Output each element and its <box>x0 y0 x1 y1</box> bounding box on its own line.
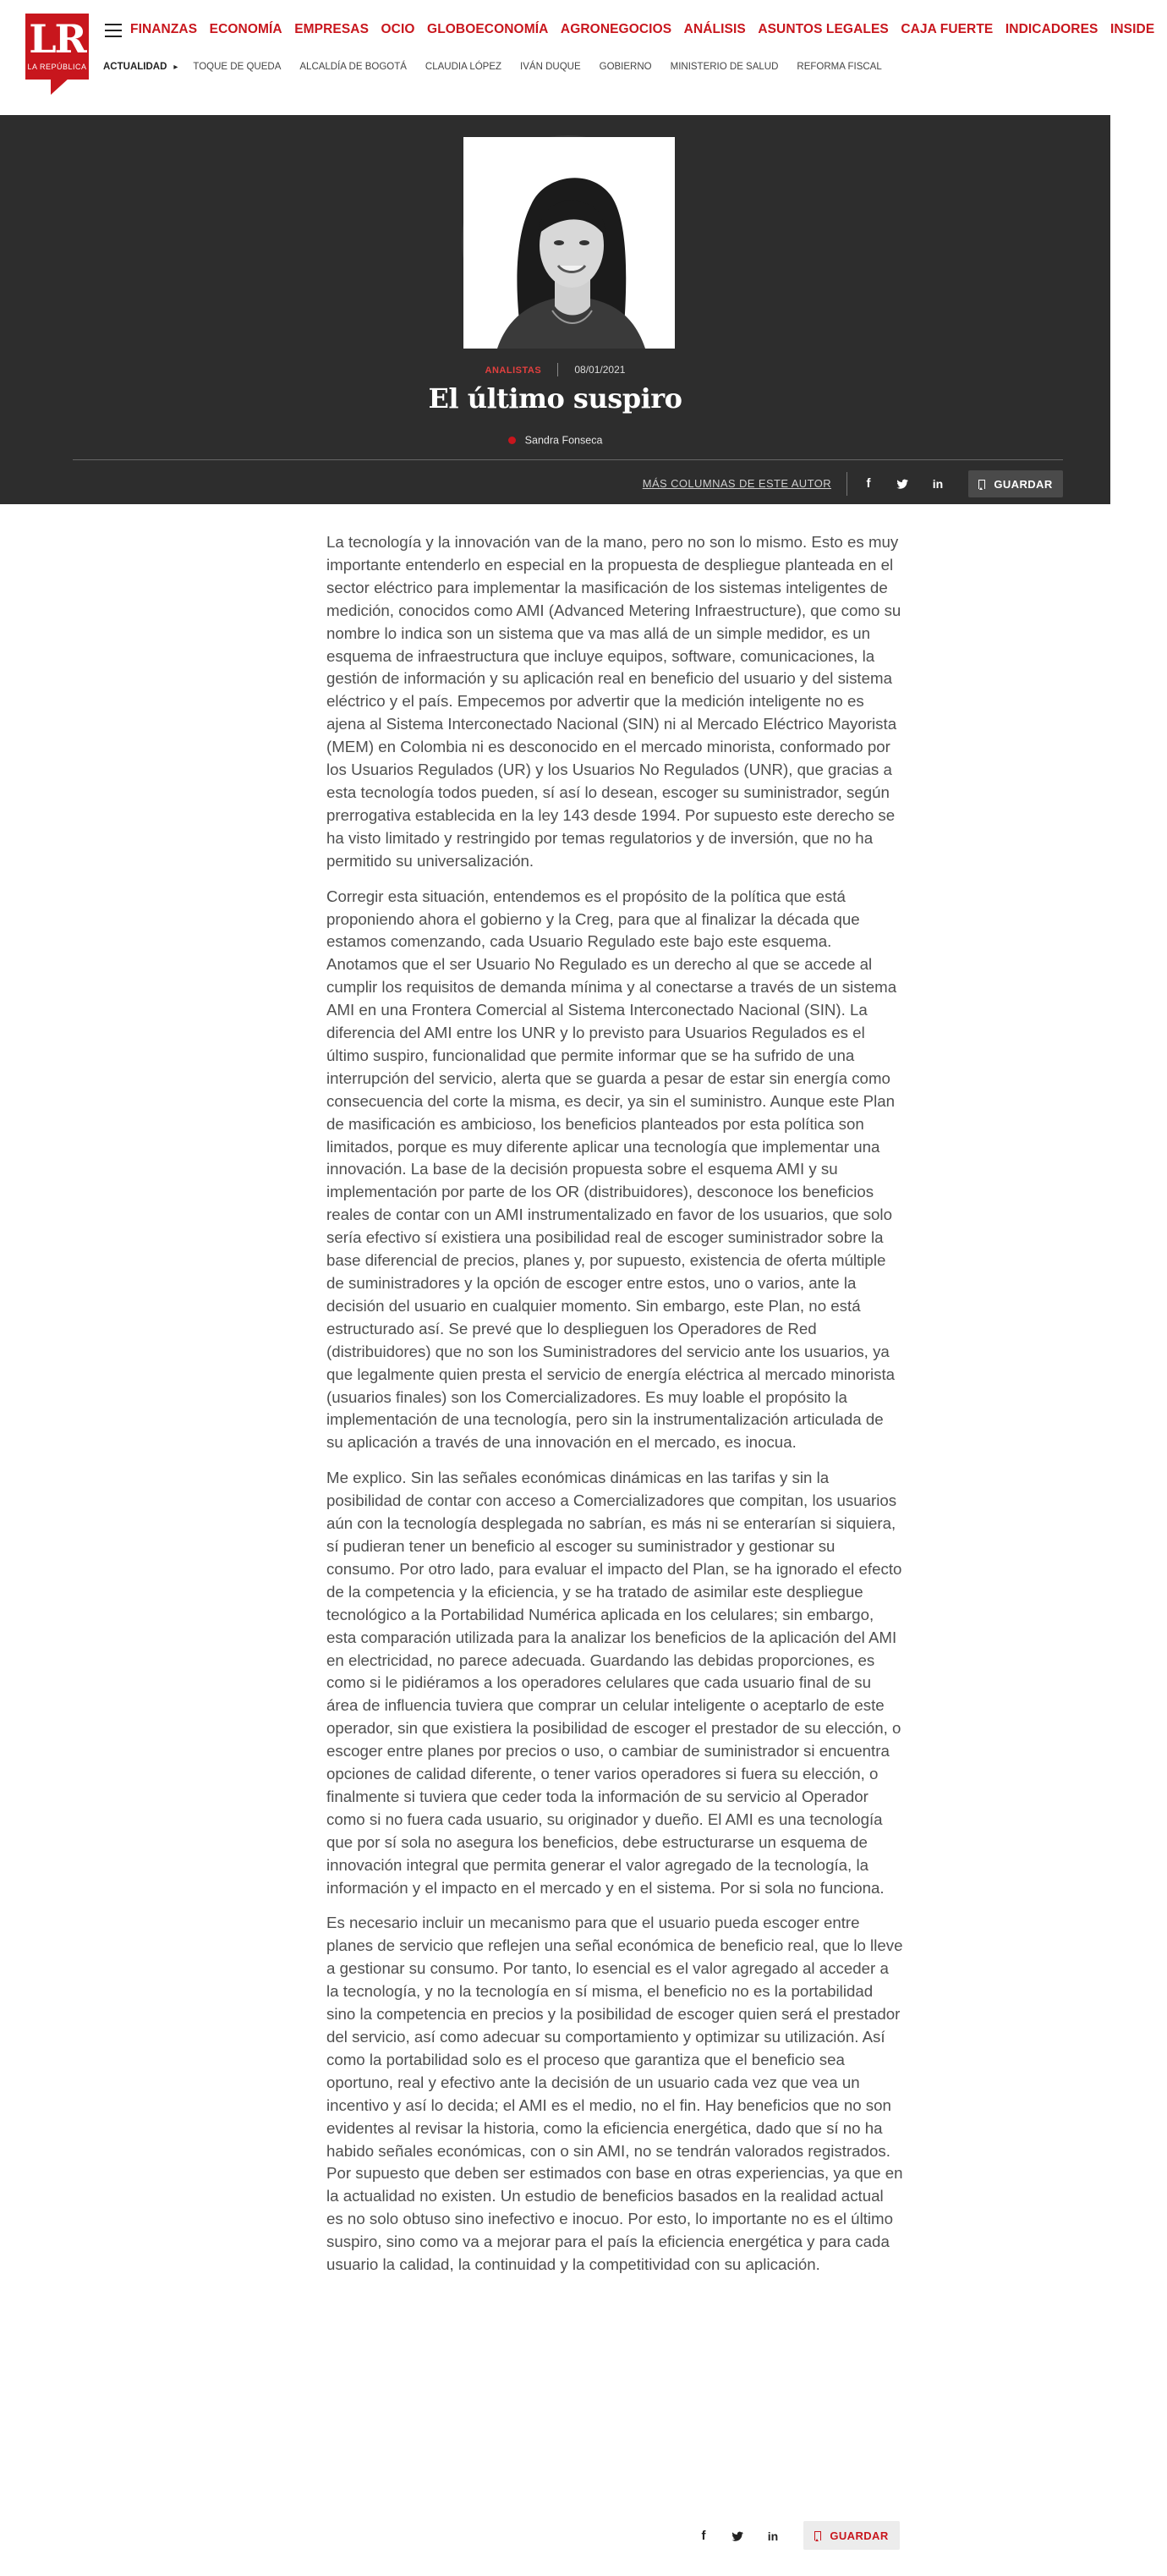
facebook-icon[interactable]: f <box>866 476 871 491</box>
nav-ocio[interactable]: OCIO <box>381 22 415 36</box>
sub-nav-item[interactable]: GOBIERNO <box>599 62 652 72</box>
sub-nav-label[interactable]: ACTUALIDAD <box>103 62 167 72</box>
nav-finanzas[interactable]: FINANZAS <box>130 22 198 36</box>
save-label: GUARDAR <box>994 477 1053 491</box>
save-button-top[interactable] <box>968 470 1063 497</box>
save-button-bottom[interactable] <box>803 2521 900 2550</box>
bookmark-icon <box>814 2531 821 2540</box>
main-nav <box>130 22 1167 37</box>
menu-icon[interactable] <box>105 24 122 37</box>
author-byline <box>0 431 1110 448</box>
category-label[interactable]: ANALISTAS <box>485 365 542 376</box>
twitter-icon[interactable] <box>892 474 912 494</box>
logo-tail <box>51 78 69 95</box>
author-dot-icon <box>508 437 516 444</box>
hero-divider <box>73 459 1063 460</box>
bottom-share-bar <box>0 2521 1110 2551</box>
sub-nav-item[interactable]: ALCALDÍA DE BOGOTÁ <box>299 62 407 72</box>
article-hero <box>0 115 1110 504</box>
nav-globoeconomia[interactable]: GLOBOECONOMÍA <box>427 22 549 36</box>
logo-subtext: LA REPÚBLICA <box>27 63 87 71</box>
sub-nav-item[interactable]: MINISTERIO DE SALUD <box>670 62 779 72</box>
author-avatar <box>462 135 673 347</box>
linkedin-icon[interactable]: in <box>932 477 944 491</box>
sub-nav <box>103 62 901 72</box>
site-logo[interactable] <box>25 14 89 95</box>
sub-nav-item[interactable]: TOQUE DE QUEDA <box>193 62 282 72</box>
twitter-glyph <box>731 2529 744 2543</box>
sub-nav-item[interactable]: IVÁN DUQUE <box>520 62 581 72</box>
bookmark-icon <box>978 480 985 489</box>
hero-actions <box>0 470 1063 497</box>
twitter-glyph <box>896 477 909 491</box>
nav-analisis[interactable]: ANÁLISIS <box>683 22 746 36</box>
publish-date: 08/01/2021 <box>574 364 626 376</box>
more-columns-link[interactable]: MÁS COLUMNAS DE ESTE AUTOR <box>642 477 831 490</box>
nav-empresas[interactable]: EMPRESAS <box>294 22 370 36</box>
save-label: GUARDAR <box>830 2529 889 2542</box>
article-paragraph: Es necesario incluir un mecanismo para que el usuario pueda escoger entre planes de servicio que reflejen una señal económica de beneficio real, que lo lleve a gestionar su consumo. Por tanto, lo esencial es el valor agregado al acceder a la tecnología, y no la tecnología en sí misma, el beneficio no es la portabilidad sino la competencia en precios y la posibilidad de escoger quien será el prestador del servicio, así como adecuar su comportamiento y optimizar su utilización. Así como la portabilidad solo es el proceso que garantiza que el beneficio sea oportuno, real y efectivo ante la decisión de un usuario cada vez que vea un incentivo y así lo decida; el AMI es el medio, no el fin. Hay beneficios que no son evidentes al revisar la historia, como la eficiencia energética, dado que sí no ha habido señales económicas, con o sin AMI, no se tendrán valorados registrados. Por supuesto que deben ser estimados con base en otras experiencias, ya que en la actualidad no existen. Un estudio de beneficios basados en la realidad actual es no solo obtuso sino inefectivo e inocuo. Por esto, lo importante no es el último suspiro, sino como va a mejorar para el país la eficiencia energética y para cada usuario la calidad, la continuidad y la competitividad con su aplicación. <box>326 1914 903 2274</box>
author-portrait <box>463 137 675 349</box>
sub-nav-item[interactable]: CLAUDIA LÓPEZ <box>425 62 502 72</box>
nav-asuntos-legales[interactable]: ASUNTOS LEGALES <box>758 22 889 36</box>
author-name[interactable]: Sandra Fonseca <box>524 434 603 447</box>
article-paragraph: Me explico. Sin las señales económicas dinámicas en las tarifas y sin la posibilidad de contar con acceso a Comercializadores que compitan, los usuarios aún con la tecnología desplegada no sabrían, es más ni se enterarían si siquiera, sí pudieran tener un beneficio al escoger su suministrador y gestionar su consumo. Por otro lado, para evaluar el impacto del Plan, se ha ignorado el efecto de la competencia y la eficiencia, y se ha tratado de asimilar este despliegue tecnológico a la Portabilidad Numérica aplicada en los celulares; sin embargo, esta comparación utilizada para la analizar los beneficios de la aplicación del AMI en electricidad, no parece adecuada. Guardando las debidas proporciones, es como si le pidiéramos a los operadores celulares que cada usuario final de su área de influencia tuviera que comprar un celular inteligente o aceptarlo de este operador, sin que existiera la posibilidad de escoger el prestador de su elección, o escoger entre planes por precios o uso, o cambiar de suministrador si encuentra opciones de calidad diferente, o tener varios operadores si fuera su elección, o finalmente si tuviera que ceder toda la información de su servicio al Operador como si no fuera cada usuario, su originador y dueño. El AMI es una tecnología que por sí sola no asegura los beneficios, debe estructurarse un esquema de innovación integral que permita generar el valor agregado de la tecnología, la información y el impacto en el mercado y en el sistema. Por si sola no funciona. <box>326 1469 902 1897</box>
nav-indicadores[interactable]: INDICADORES <box>1005 22 1099 36</box>
facebook-icon[interactable]: f <box>701 2529 706 2543</box>
article-meta <box>0 360 1110 376</box>
meta-divider <box>557 363 558 376</box>
actions-divider <box>846 472 847 496</box>
logo-text: LR <box>29 16 85 62</box>
nav-inside[interactable]: INSIDE <box>1109 22 1155 36</box>
article-body <box>326 531 903 2289</box>
nav-caja-fuerte[interactable]: CAJA FUERTE <box>901 22 994 36</box>
sub-nav-item[interactable]: REFORMA FISCAL <box>797 62 882 72</box>
article-paragraph: Corregir esta situación, entendemos es el propósito de la política que está proponiendo ahora el gobierno y la Creg, para que al finalizar la década que estamos comenzando, cada Usuario Regulado este bajo este esquema. Anotamos que el ser Usuario No Regulado es un derecho al que se accede al cumplir los requisitos de demanda mínima y al conectarse a través de un sistema AMI en una Frontera Comercial al Sistema Interconectado Nacional (SIN). La diferencia del AMI entre los UNR y lo previsto para Usuarios Regulados es el último suspiro, funcionalidad que permite informar que se ha sufrido de una interrupción del servicio, alerta que se guarda a pesar de estar sin energía como consecuencia del corte la misma, es decir, ya sin el suministro. Aunque este Plan de masificación es ambicioso, los beneficios planteados por esta política son limitados, porque es muy diferente aplicar una tecnología que implementar una innovación. La base de la decisión propuesta sobre el esquema AMI y su implementación por parte de los OR (distribuidores), desconoce los beneficios reales de contar con un AMI instrumentalizado en favor de los usuarios, que solo sería efectivo sí existiera una posibilidad real de escoger suministrador sobre la base diferencial de precios, planes y, por supuesto, existencia de oferta múltiple de suministradores y la opción de escoger entre estos, uno o varios, ante la decisión del usuario en cualquier momento. Sin embargo, este Plan, no está estructurado así. Se prevé que lo desplieguen los Operadores de Red (distribuidores) que no son los Suministradores del servicio ante los usuarios, ya que legalmente quien presta el servicio de energía eléctrica al mercado minorista (usuarios finales) son los Comercializadores. Es muy loable el propósito la implementación de una tecnología, pero sin la instrumentalización articulada de su aplicación a través de una innovación en el mercado, es inocua. <box>326 887 897 1452</box>
linkedin-icon[interactable]: in <box>767 2529 779 2543</box>
twitter-icon[interactable] <box>727 2526 748 2546</box>
site-header <box>0 0 1155 115</box>
nav-agronegocios[interactable]: AGRONEGOCIOS <box>560 22 672 36</box>
article-title: El último suspiro <box>428 382 682 415</box>
chevron-right-icon: ▸ <box>173 62 178 72</box>
nav-economia[interactable]: ECONOMÍA <box>209 22 282 36</box>
article-paragraph: La tecnología y la innovación van de la mano, pero no son lo mismo. Esto es muy importante entenderlo en especial en la propuesta de despliegue planteada en el sector eléctrico para implementar la masificación de los sistemas inteligentes de medición, conocidos como AMI (Advanced Metering Infraestructure), que como su nombre lo indica son un sistema que va mas allá de un simple medidor, es un esquema de infraestructura que incluye equipos, software, comunicaciones, la gestión de información y su aplicación real en beneficio del usuario y del sistema eléctrico y el país. Empecemos por advertir que la medición inteligente no es ajena al Sistema Interconectado Nacional (SIN) ni al Mercado Eléctrico Mayorista (MEM) en Colombia ni es desconocido en el mercado minorista, conformado por los Usuarios Regulados (UR) y los Usuarios No Regulados (UNR), que gracias a esta tecnología todos pueden, sí así lo desean, escoger su suministrador, según prerrogativa establecida en la ley 143 desde 1994. Por supuesto este derecho se ha visto limitado y restringido por temas regulatorios y de inversión, que no ha permitido su universalización. <box>326 533 901 870</box>
